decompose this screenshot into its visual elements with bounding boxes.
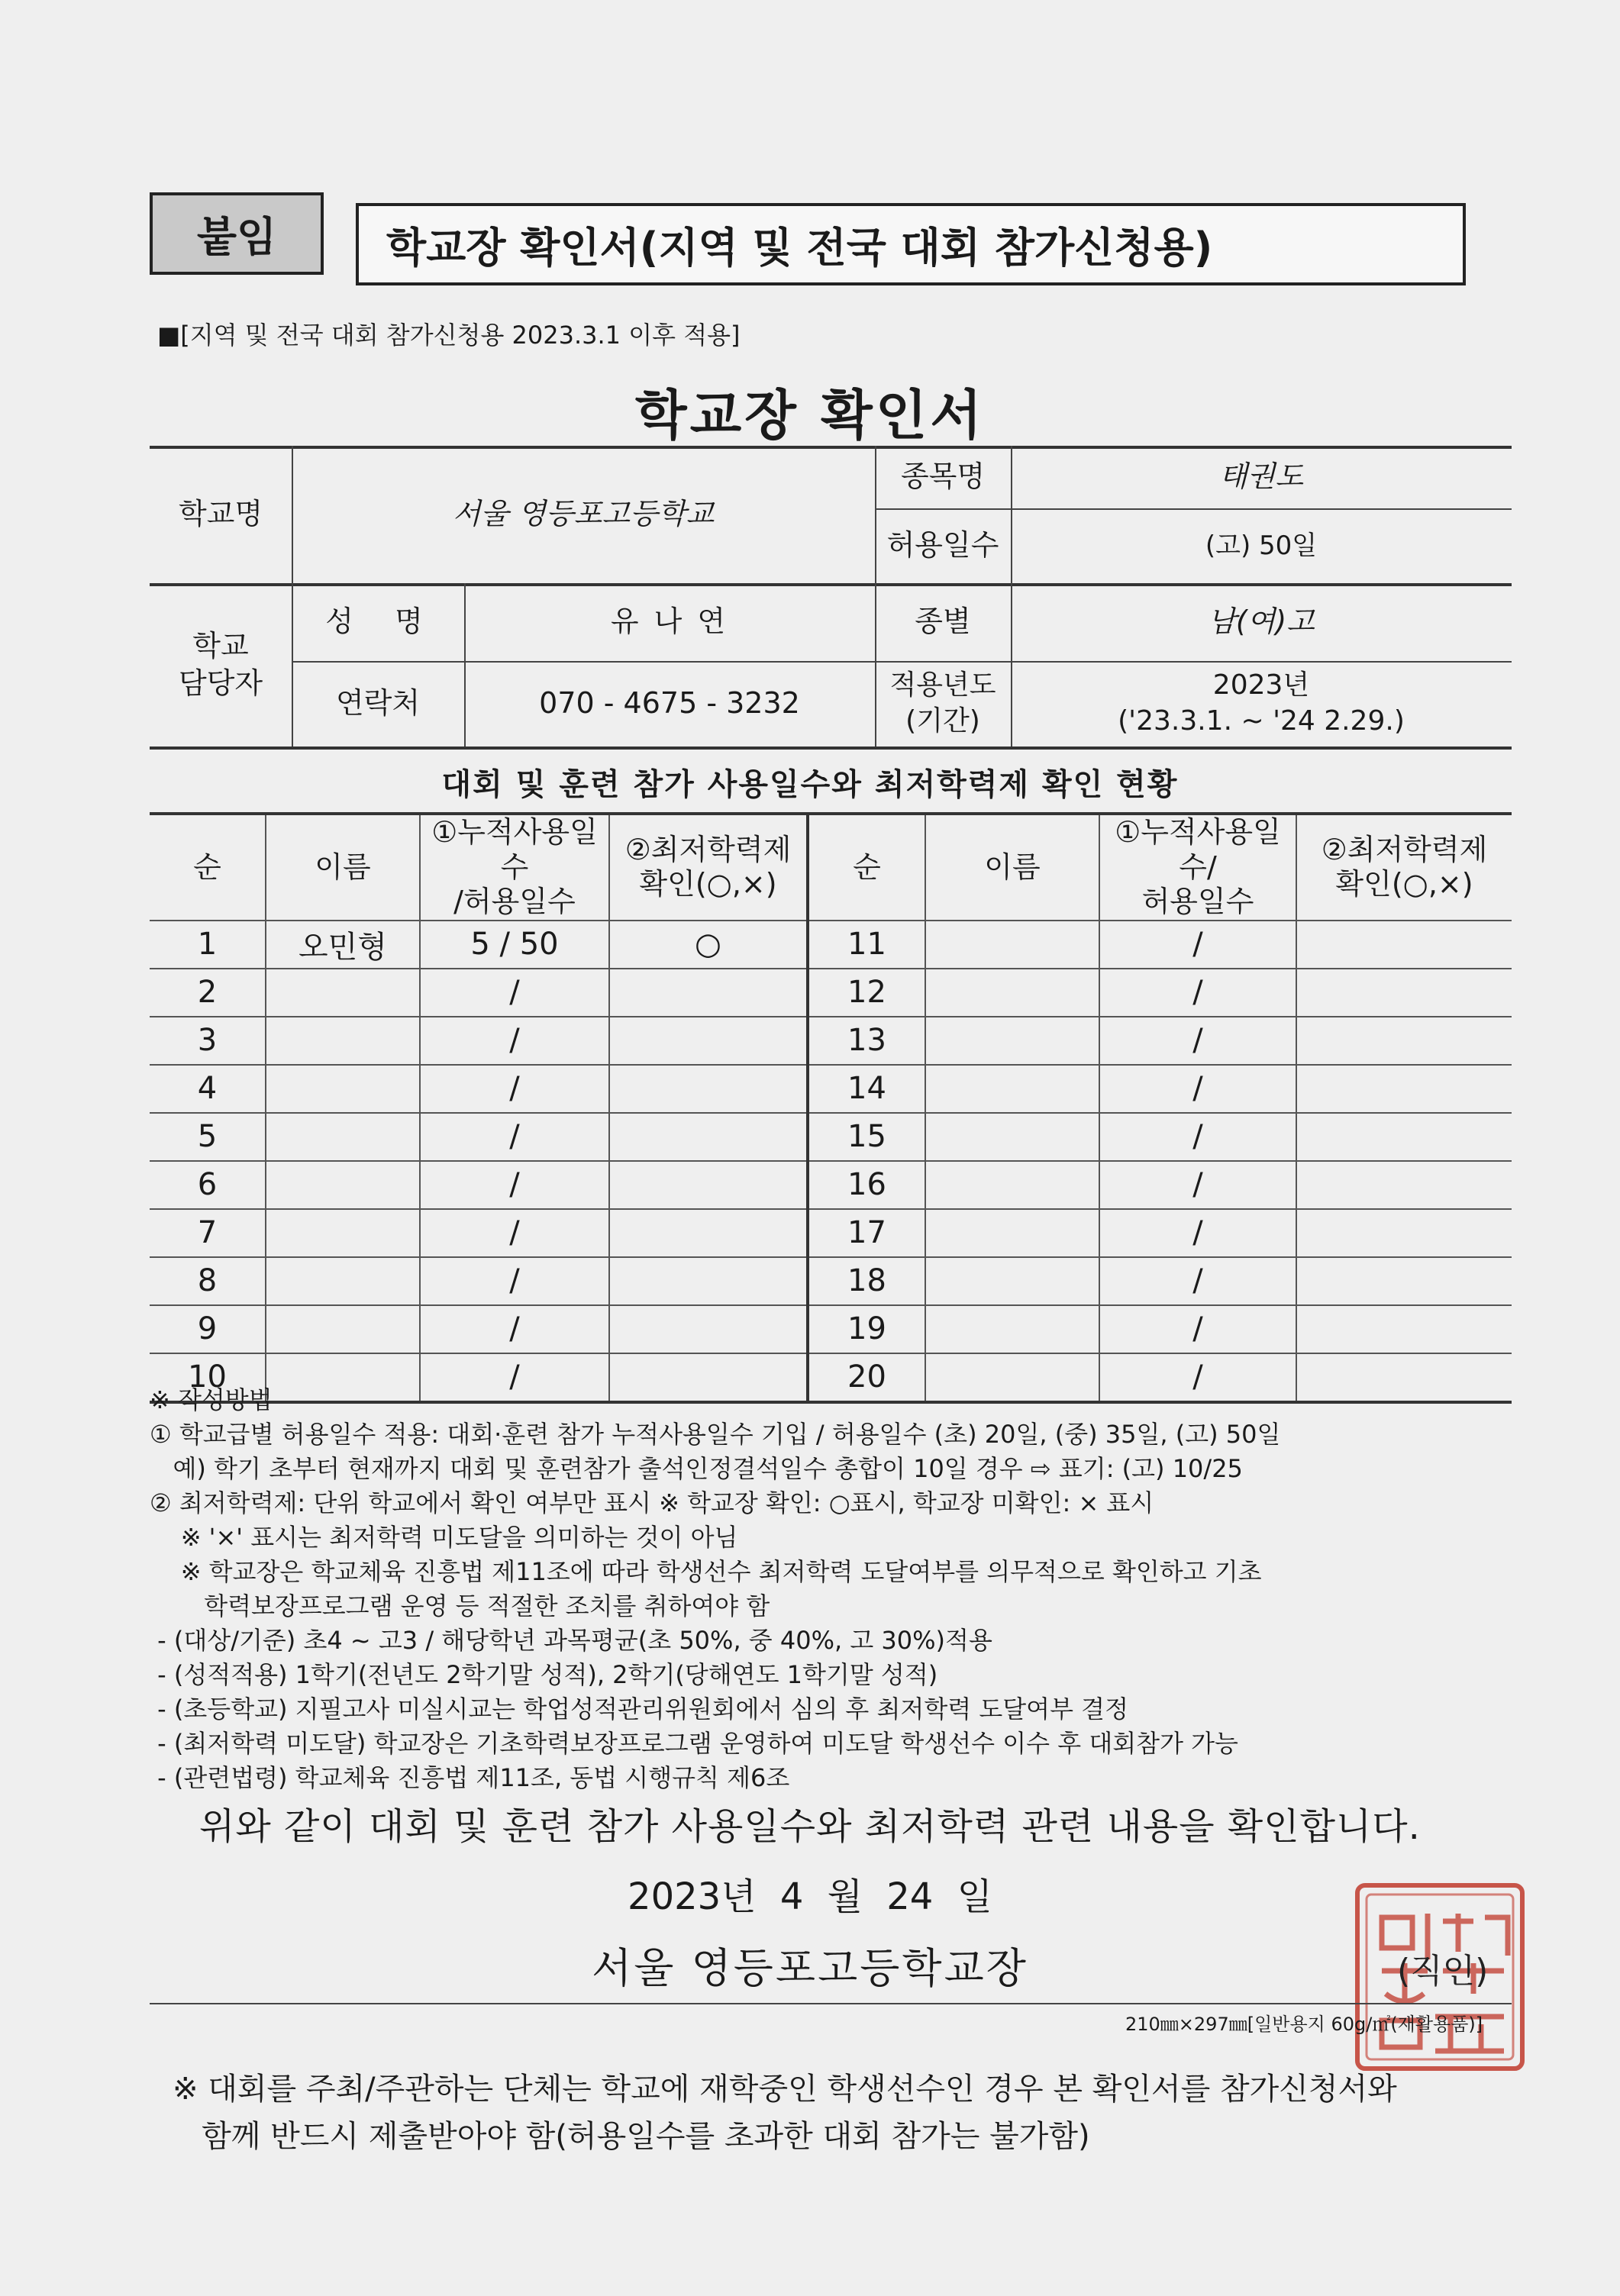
cell-r-check	[1296, 921, 1512, 969]
manager-label	[150, 583, 292, 747]
cell-r-check	[1296, 1065, 1512, 1113]
header-name-right: 이름	[925, 814, 1099, 921]
cell-l-no: 2	[150, 969, 266, 1017]
cell-l-days: /	[420, 969, 609, 1017]
cell-r-no: 18	[808, 1257, 925, 1305]
instruction-line: - (최저학력 미도달) 학교장은 기초학력보장프로그램 운영하여 미도달 학생선수 이수 후 대회참가 가능	[150, 1729, 1238, 1758]
manager-name-value: 유 나 연	[610, 605, 729, 639]
cell-r-name	[925, 1065, 1099, 1113]
cell-l-days: /	[420, 1017, 609, 1065]
year-value-line1: 2023년	[1212, 669, 1310, 701]
manager-label-line2: 담당자	[178, 666, 263, 700]
table-row	[150, 1257, 1512, 1305]
instruction-line: ② 최저학력제: 단위 학교에서 확인 여부만 표시 ※ 학교장 확인: ○표시, 학교장 미확인: × 표시	[150, 1488, 1154, 1517]
cell-r-check	[1296, 1017, 1512, 1065]
cell-r-days: /	[1099, 1305, 1296, 1353]
seal-label: (직인)	[1397, 1952, 1489, 1991]
instruction-line: - (관련법령) 학교체육 진흥법 제11조, 동법 시행규칙 제6조	[150, 1763, 790, 1792]
cell-l-days: /	[420, 1209, 609, 1257]
year-label-line1: 적용년도	[889, 669, 996, 701]
cell-r-days: /	[1099, 969, 1296, 1017]
instruction-line: - (성적적용) 1학기(전년도 2학기말 성적), 2학기(당해연도 1학기말 성적)	[150, 1660, 938, 1689]
cell-r-no: 12	[808, 969, 925, 1017]
table-row	[150, 1017, 1512, 1065]
cell-l-days: /	[420, 1305, 609, 1353]
instruction-line: ① 학교급별 허용일수 적용: 대회·훈련 참가 누적사용일수 기입 / 허용일수 (초) 20일, (중) 35일, (고) 50일	[150, 1420, 1281, 1449]
cell-r-check	[1296, 1113, 1512, 1161]
cell-r-check	[1296, 969, 1512, 1017]
cell-l-no: 10	[150, 1353, 266, 1402]
cell-r-no: 19	[808, 1305, 925, 1353]
year-label-line2: (기간)	[905, 705, 980, 737]
usage-table	[150, 812, 1512, 1404]
principal-signature: 서울 영등포고등학교장	[592, 1944, 1028, 1992]
cell-l-check	[609, 1305, 808, 1353]
allowed-days-value: (고) 50일	[1205, 530, 1318, 561]
instructions	[150, 1383, 1524, 1795]
instruction-line: ※ '×' 표시는 최저학력 미도달을 의미하는 것이 아님	[150, 1523, 738, 1552]
cell-r-no: 16	[808, 1161, 925, 1209]
cell-l-no: 6	[150, 1161, 266, 1209]
cell-l-check	[609, 1209, 808, 1257]
cell-r-name	[925, 1305, 1099, 1353]
cell-l-check	[609, 1257, 808, 1305]
table-row	[150, 1065, 1512, 1113]
header-no-left: 순	[150, 814, 266, 921]
page-title: 학교장 확인서	[634, 384, 986, 447]
document-title: 학교장 확인서(지역 및 전국 대회 참가신청용)	[356, 203, 1466, 285]
instruction-line: ※ 학교장은 학교체육 진흥법 제11조에 따라 학생선수 최저학력 도달여부를 의무적으로 확인하고 기초	[150, 1557, 1262, 1586]
divider-line	[150, 2003, 1512, 2004]
cell-r-days: /	[1099, 1017, 1296, 1065]
contact-label: 연락처	[335, 686, 421, 721]
cell-l-days: /	[420, 1065, 609, 1113]
cell-r-days: /	[1099, 1209, 1296, 1257]
cell-r-days: /	[1099, 1353, 1296, 1402]
sport-label: 종목명	[900, 460, 986, 494]
cell-l-days: /	[420, 1161, 609, 1209]
cell-l-check	[609, 1161, 808, 1209]
instruction-line: ※ 작성방법	[150, 1385, 273, 1414]
confirmation-statement: 위와 같이 대회 및 훈련 참가 사용일수와 최저학력 관련 내용을 확인합니다.	[199, 1805, 1421, 1848]
cell-r-no: 13	[808, 1017, 925, 1065]
school-name-value: 서울 영등포고등학교	[452, 497, 715, 531]
cell-r-check	[1296, 1305, 1512, 1353]
cell-l-no: 3	[150, 1017, 266, 1065]
header-check-left: ②최저학력제 확인(○,×)	[609, 814, 808, 921]
cell-r-days: /	[1099, 1161, 1296, 1209]
cell-l-no: 4	[150, 1065, 266, 1113]
table-row	[150, 921, 1512, 969]
cell-r-days: /	[1099, 1065, 1296, 1113]
header-check-right: ②최저학력제 확인(○,×)	[1296, 814, 1512, 921]
header-name-left: 이름	[266, 814, 420, 921]
table-row	[150, 1305, 1512, 1353]
school-name-label: 학교명	[178, 497, 263, 531]
cell-l-no: 9	[150, 1305, 266, 1353]
table-row	[150, 1209, 1512, 1257]
cell-l-days: 5 / 50	[420, 921, 609, 969]
cell-r-name	[925, 1161, 1099, 1209]
cell-l-name	[266, 1113, 420, 1161]
cell-l-name	[266, 1065, 420, 1113]
instruction-line: - (초등학교) 지필고사 미실시교는 학업성적관리위원회에서 심의 후 최저학력 도달여부 결정	[150, 1695, 1128, 1724]
cell-r-name	[925, 1209, 1099, 1257]
cell-r-days: /	[1099, 921, 1296, 969]
table-row	[150, 969, 1512, 1017]
year-value	[1011, 661, 1512, 747]
cell-l-check: ○	[609, 921, 808, 969]
cell-r-check	[1296, 1209, 1512, 1257]
cell-l-no: 8	[150, 1257, 266, 1305]
cell-l-check	[609, 969, 808, 1017]
header-no-right: 순	[808, 814, 925, 921]
cell-r-name	[925, 1017, 1099, 1065]
cell-r-no: 14	[808, 1065, 925, 1113]
cell-l-name	[266, 1209, 420, 1257]
instruction-line: 학력보장프로그램 운영 등 적절한 조치를 취하여야 함	[150, 1591, 770, 1620]
cell-r-days: /	[1099, 1257, 1296, 1305]
cell-l-no: 5	[150, 1113, 266, 1161]
cell-r-no: 17	[808, 1209, 925, 1257]
paper-spec: 210㎜×297㎜[일반용지 60g/㎡(재활용품)]	[1125, 2014, 1483, 2035]
instruction-line: - (대상/기준) 초4 ~ 고3 / 해당학년 과목평균(초 50%, 중 40%, 고 30%)적용	[150, 1626, 992, 1655]
allowed-days-label: 허용일수	[886, 528, 999, 563]
cell-l-name: 오민형	[266, 921, 420, 969]
instruction-line: 예) 학기 초부터 현재까지 대회 및 훈련참가 출석인정결석일수 총합이 10일 경우 ⇨ 표기: (고) 10/25	[150, 1454, 1243, 1483]
cell-r-no: 11	[808, 921, 925, 969]
cell-l-name	[266, 1257, 420, 1305]
cell-l-name	[266, 969, 420, 1017]
table-title: 대회 및 훈련 참가 사용일수와 최저학력제 확인 현황	[441, 767, 1179, 802]
cell-r-name	[925, 1113, 1099, 1161]
cell-r-name	[925, 1257, 1099, 1305]
manager-label-line1: 학교	[192, 628, 249, 663]
table-row	[150, 1113, 1512, 1161]
name-label: 성 명	[325, 605, 431, 639]
cell-l-check	[609, 1017, 808, 1065]
cell-r-name	[925, 921, 1099, 969]
cell-l-days: /	[420, 1353, 609, 1402]
header-days-right: ①누적사용일수/ 허용일수	[1099, 814, 1296, 921]
issue-date: 2023년 4 월 24 일	[628, 1875, 992, 1918]
table-row	[150, 1161, 1512, 1209]
cell-l-check	[609, 1065, 808, 1113]
cell-r-check	[1296, 1257, 1512, 1305]
cell-l-name	[266, 1305, 420, 1353]
submission-footnote: ※ 대회를 주최/주관하는 단체는 학교에 재학중인 학생선수인 경우 본 확인서를 참가신청서와 함께 반드시 제출받아야 함(허용일수를 초과한 대회 참가는 불가함)	[173, 2072, 1397, 2154]
cell-r-days: /	[1099, 1113, 1296, 1161]
cell-l-no: 1	[150, 921, 266, 969]
contact-value: 070 - 4675 - 3232	[539, 686, 800, 721]
cell-r-check	[1296, 1161, 1512, 1209]
cell-l-check	[609, 1113, 808, 1161]
cell-r-no: 15	[808, 1113, 925, 1161]
cell-r-name	[925, 969, 1099, 1017]
attachment-tag: 붙임	[150, 192, 324, 275]
year-label	[875, 661, 1011, 747]
cell-r-no: 20	[808, 1353, 925, 1402]
table-header-row	[150, 814, 1512, 921]
gender-value: 남(여)고	[1208, 605, 1315, 639]
cell-l-days: /	[420, 1113, 609, 1161]
year-value-line2: ('23.3.1. ~ '24 2.29.)	[1118, 705, 1405, 737]
cell-l-name	[266, 1161, 420, 1209]
sport-value: 태권도	[1218, 460, 1304, 494]
applicability-notice: ■[지역 및 전국 대회 참가신청용 2023.3.1 이후 적용]	[157, 321, 741, 350]
cell-l-days: /	[420, 1257, 609, 1305]
cell-l-name	[266, 1017, 420, 1065]
cell-l-no: 7	[150, 1209, 266, 1257]
gender-label: 종별	[915, 605, 971, 639]
header-days-left: ①누적사용일수 /허용일수	[420, 814, 609, 921]
